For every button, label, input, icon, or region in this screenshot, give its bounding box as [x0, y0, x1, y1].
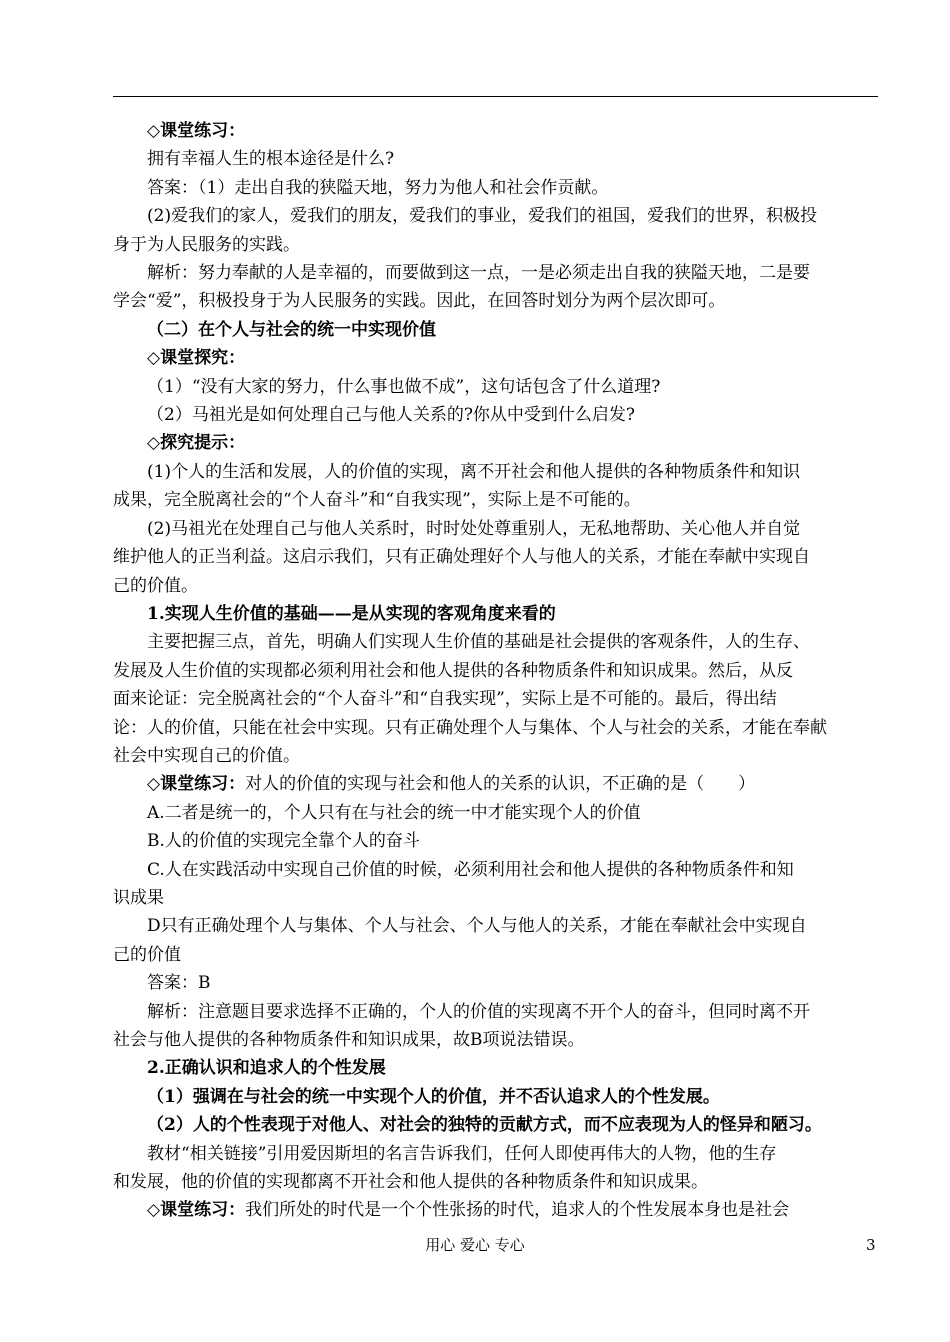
- line-text: 答案：（1）走出自我的狭隘天地，努力为他人和社会作贡献。: [147, 177, 609, 198]
- line-text: 我们所处的时代是一个个性张扬的时代，追求人的个性发展本身也是社会: [245, 1200, 790, 1221]
- line-text: B.人的价值的实现完全靠个人的奋斗: [147, 831, 420, 852]
- text-line: [113, 628, 878, 656]
- text-line: [113, 543, 878, 571]
- text-line: [113, 287, 878, 315]
- line-text: 论：人的价值，只能在社会中实现。只有正确处理个人与集体、个人与社会的关系，才能在奉献: [113, 717, 827, 738]
- text-line: [113, 1111, 878, 1139]
- line-text: D只有正确处理个人与集体、个人与社会、个人与他人的关系，才能在奉献社会中实现自: [147, 916, 807, 937]
- line-text: 社会与他人提供的各种物质条件和知识成果，故B项说法错误。: [113, 1030, 585, 1050]
- line-text: 对人的价值的实现与社会和他人的关系的认识，不正确的是（ ）: [245, 774, 756, 795]
- line-text: (1)个人的生活和发展，人的价值的实现，离不开社会和他人提供的各种物质条件和知识: [147, 461, 801, 482]
- bold-text: （1）强调在与社会的统一中实现个人的价值，并不否认追求人的个性发展。: [147, 1086, 720, 1107]
- text-line: [113, 429, 878, 457]
- text-line: [113, 856, 878, 884]
- text-line: [113, 1168, 878, 1196]
- bold-text: （二）在个人与社会的统一中实现价值: [147, 319, 436, 340]
- text-line: [113, 1026, 878, 1054]
- line-text: 识成果: [113, 887, 164, 908]
- line-text: C.人在实践活动中实现自己价值的时候，必须利用社会和他人提供的各种物质条件和知: [147, 859, 794, 880]
- text-line: [113, 572, 878, 600]
- text-line: [113, 1196, 878, 1224]
- line-text: A.二者是统一的，个人只有在与社会的统一中才能实现个人的价值: [147, 802, 641, 823]
- line-text: 己的价值: [113, 944, 181, 965]
- text-line: [113, 884, 878, 912]
- text-line: [113, 458, 878, 486]
- text-line: [113, 344, 878, 372]
- text-line: [113, 1140, 878, 1168]
- footer-slogan: 用心 爱心 专心: [425, 1236, 525, 1254]
- line-text: 身于为人民服务的实践。: [113, 234, 300, 255]
- line-text: 和发展，他的价值的实现都离不开社会和他人提供的各种物质条件和知识成果。: [113, 1172, 708, 1193]
- line-text: 学会“爱”，积极投身于为人民服务的实践。因此，在回答时划分为两个层次即可。: [113, 291, 726, 312]
- line-text: 社会中实现自己的价值。: [113, 745, 300, 766]
- text-line: [113, 742, 878, 770]
- text-line: [113, 486, 878, 514]
- text-line: [113, 1083, 878, 1111]
- text-line: [113, 685, 878, 713]
- bold-text: ◇探究提示：: [147, 433, 246, 454]
- bold-text: 2.正确认识和追求人的个性发展: [147, 1058, 386, 1079]
- page-footer: [0, 1234, 950, 1256]
- text-line: [113, 1054, 878, 1082]
- line-text: （1）“没有大家的努力，什么事也做不成”，这句话包含了什么道理?: [147, 376, 661, 397]
- line-text: 解析：注意题目要求选择不正确的，个人的价值的实现离不开个人的奋斗，但同时离不开: [147, 1001, 810, 1022]
- header-rule: [113, 96, 878, 97]
- text-line: [113, 714, 878, 742]
- bold-text: （2）人的个性表现于对他人、对社会的独特的贡献方式，而不应表现为人的怪异和陋习。: [147, 1115, 822, 1136]
- text-line: [113, 799, 878, 827]
- text-line: [113, 969, 878, 997]
- line-text: 教材“相关链接”引用爱因斯坦的名言告诉我们，任何人即使再伟大的人物，他的生存: [147, 1143, 777, 1164]
- line-text: 己的价值。: [113, 575, 198, 596]
- line-text: 拥有幸福人生的根本途径是什么?: [147, 149, 395, 170]
- text-line: [113, 600, 878, 628]
- document-body: [113, 117, 878, 1225]
- bold-text: ◇课堂探究：: [147, 348, 246, 369]
- line-text: 发展及人生价值的实现都必须利用社会和他人提供的各种物质条件和知识成果。然后，从反: [113, 660, 793, 681]
- text-line: [113, 174, 878, 202]
- bold-text: ◇课堂练习：: [147, 121, 246, 141]
- text-line: [113, 373, 878, 401]
- text-line: [113, 259, 878, 287]
- line-text: （2）马祖光是如何处理自己与他人关系的?你从中受到什么启发?: [147, 405, 636, 426]
- bold-text: ◇课堂练习：: [147, 774, 246, 795]
- text-line: [113, 401, 878, 429]
- text-line: [113, 770, 878, 798]
- line-text: 维护他人的正当利益。这启示我们，只有正确处理好个人与他人的关系，才能在奉献中实现自: [113, 547, 810, 568]
- bold-text: ◇课堂练习：: [147, 1200, 246, 1221]
- bold-text: 1.实现人生价值的基础——是从实现的客观角度来看的: [147, 603, 556, 624]
- text-line: [113, 202, 878, 230]
- text-line: [113, 515, 878, 543]
- text-line: [113, 316, 878, 344]
- line-text: 面来论证：完全脱离社会的“个人奋斗”和“自我实现”，实际上是不可能的。最后，得出结: [113, 689, 777, 710]
- page-number: 3: [866, 1236, 876, 1254]
- text-line: [113, 657, 878, 685]
- text-line: [113, 145, 878, 173]
- text-line: [113, 827, 878, 855]
- line-text: 答案：B: [147, 973, 211, 994]
- text-line: [113, 117, 878, 145]
- text-line: [113, 941, 878, 969]
- line-text: (2)爱我们的家人，爱我们的朋友，爱我们的事业，爱我们的祖国，爱我们的世界，积极投: [147, 206, 818, 227]
- text-line: [113, 998, 878, 1026]
- line-text: 主要把握三点，首先，明确人们实现人生价值的基础是社会提供的客观条件，人的生存、: [147, 632, 810, 653]
- line-text: (2)马祖光在处理自己与他人关系时，时时处处尊重别人，无私地帮助、关心他人并自觉: [147, 518, 801, 539]
- line-text: 成果，完全脱离社会的“个人奋斗”和“自我实现”，实际上是不可能的。: [113, 490, 641, 511]
- text-line: [113, 912, 878, 940]
- text-line: [113, 231, 878, 259]
- line-text: 解析：努力奉献的人是幸福的，而要做到这一点，一是必须走出自我的狭隘天地，二是要: [147, 263, 810, 284]
